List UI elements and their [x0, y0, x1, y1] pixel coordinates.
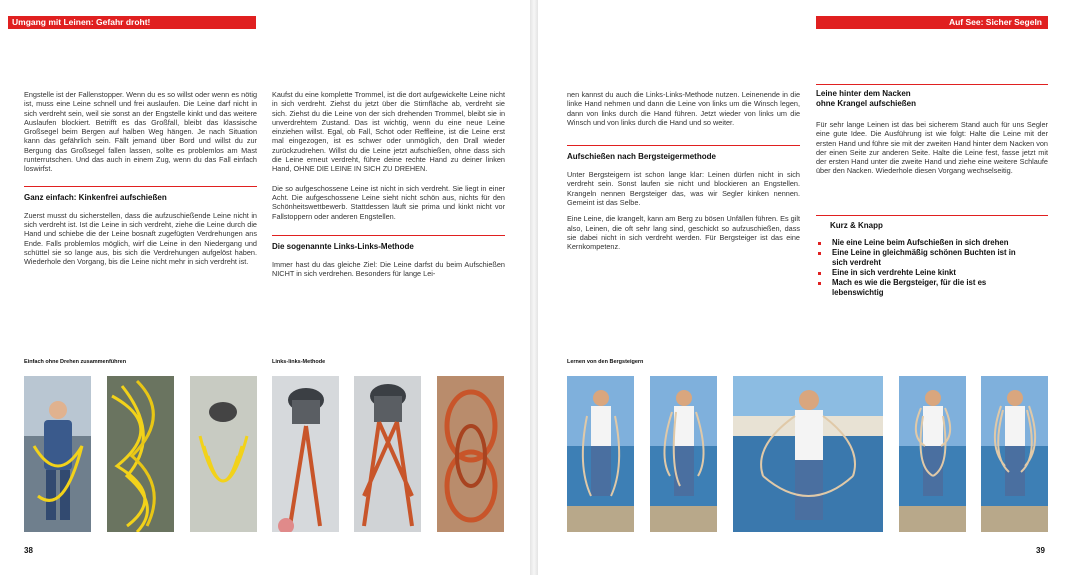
heading-line-2: ohne Krangel aufschießen	[816, 99, 917, 108]
section-divider	[567, 145, 800, 162]
bergsteiger-paragraph-1: Unter Bergsteigern ist schon lange klar: Leinen dürfen nicht in sich verdreht sein. Sonst laufen sie nicht und blockieren an Engstellen. Krangeln nennen Bergsteiger das, was wir Segler kinken nennen. Gemeint ist das Selbe.	[567, 170, 800, 208]
trommel-paragraph: Kaufst du eine komplette Trommel, ist die dort aufgewickelte Leine nicht in sich verdreht. Ziehst du jetzt über die Stirnfläche ab, verdreht sie sich. Ziehst du die Leine von der sich drehenden Trommel, bleibt sie in unverdrehtem Zustand. Das ist wichtig, wenn du eine neue Leine einziehen willst. Egal, ob Fall, Schot oder Reffleine, ist die Leine erst mal eingezogen, ist es schwer oder unmöglich, den Drall wieder zurückzudrehen. Willst du die Leine jetzt aufschießen, ohne dass sich die Leine erneut verdreht, führe deine rechte Hand zu deiner linken Hand, OHNE DIE LEINE IN SICH ZU DREHEN.	[272, 90, 505, 174]
section-heading-links-links: Die sogenannte Links-Links-Methode	[272, 241, 414, 251]
bergsteiger-paragraph-2: Eine Leine, die krangelt, kann am Berg zu bösen Unfällen führen. Es gilt also, Leinen, die oft sehr lang sind, geschickt so aufzuschießen, dass sie dabei nicht in sich verdreht werden. Für Bergsteiger ist das eine Kernkompetenz.	[567, 214, 800, 252]
kurz-knapp-list	[816, 238, 1048, 298]
book-gutter	[530, 0, 538, 575]
right-column-2	[816, 84, 1048, 183]
photo-coiling-step-5	[981, 376, 1048, 532]
kurz-knapp-heading: Kurz & Knapp	[830, 221, 883, 230]
photo-winch-links-1	[272, 376, 339, 532]
photo-coiling-step-2	[650, 376, 717, 532]
kurz-knapp-box	[816, 221, 1048, 298]
photo-coiling-step-1	[567, 376, 634, 532]
photo-caption-links-links: Links-links-Methode	[272, 359, 326, 365]
photo-man-holding-rope	[24, 376, 91, 532]
section-heading-bergsteiger: Aufschießen nach Bergsteigermethode	[567, 152, 716, 162]
links-links-paragraph: Immer hast du das gleiche Ziel: Die Leine darfst du beim Aufschießen NICHT in sich verdrehen. Besonders für lange Lei-	[272, 259, 505, 279]
photo-yellow-rope-winch	[190, 376, 257, 532]
photo-winch-links-2	[354, 376, 421, 532]
photo-caption-einfach: Einfach ohne Drehen zusammenführen	[24, 359, 127, 365]
left-chapter-banner: Umgang mit Leinen: Gefahr droht!	[8, 16, 256, 29]
section-divider	[24, 186, 257, 203]
kurz-knapp-top-rule	[816, 215, 1048, 216]
acht-paragraph: Die so aufgeschossene Leine ist nicht in sich verdreht. Sie liegt in einer Acht. Die aufgeschossene Leine sieht nicht schön aus, nichts für den Schönheitswettbewerb. Stattdessen läuft sie prima und kinkt nicht vor Fallstoppern oder anderen Engstellen.	[272, 183, 505, 221]
right-column-1	[567, 90, 800, 259]
section-divider	[816, 84, 1048, 109]
section-heading-nacken	[816, 89, 1048, 109]
section-heading-kinkenfrei: Ganz einfach: Kinkenfrei aufschießen	[24, 192, 167, 202]
right-chapter-banner: Auf See: Sicher Segeln	[816, 16, 1048, 29]
intro-paragraph: Engstelle ist der Fallenstopper. Wenn du es so willst oder wenn es nötig ist, muss eine Leine schnell und frei auslaufen. Die Leine darf nicht in sich verdreht sein, weil sie sonst an der Engstelle kinkt und das weitere Auslaufen blockiert. Betrifft es das Großfall, bleibt das klassische Großsegel beim Bergen auf halben Weg hängen. Je nach Situation kann das gefährlich sein. Fällt jemand über Bord und willst du zur Bergung das Großsegel fallen lassen, sollte es problemlos am Mast runterrutschen. Und das auch in einem Zug, wenn du das Fall einfach loswirfst.	[24, 90, 257, 174]
left-column-1	[24, 90, 257, 273]
left-column-2	[272, 90, 505, 285]
photo-coiling-step-4	[899, 376, 966, 532]
kurz-knapp-item: Eine Leine in gleichmäßig schönen Buchten ist in sich verdreht	[816, 248, 1022, 268]
heading-line-1: Leine hinter dem Nacken	[816, 89, 911, 98]
kurz-knapp-item: Mach es wie die Bergsteiger, für die ist es lebenswichtig	[816, 278, 1002, 298]
photo-rope-figure-eight	[437, 376, 504, 532]
photo-yellow-rope-coil-1	[107, 376, 174, 532]
photo-caption-bergsteiger: Lernen von den Bergsteigern	[567, 359, 644, 365]
nacken-paragraph: Für sehr lange Leinen ist das bei sicherem Stand auch für uns Segler eine gute Idee. Die Ausführung ist wie folgt: Halte die Leine mit der ersten Hand und führe sie mit der zweiten Hand hinter dem Nacken von der einen Seite zur anderen Seite. Halte die Leine fest, fasse jetzt mit der ersten Hand unter die zweite Hand und ziehe eine weitere Schlaufe über den Nacken. Wiederhole diesen Vorgang wechselseitig.	[816, 120, 1048, 176]
kinkenfrei-paragraph: Zuerst musst du sicherstellen, dass die aufzuschießende Leine nicht in sich verdreht ist. Ist die Leine in sich verdreht, ziehe die Leine durch die Hand und schiebe die der Leine bosnaft zugefügten Verdrehungen ans Ende. Falls problemlos möglich, wirf die Leine in den Niedergang und schüttel sie so lange aus, bis sich die Verdrehungen aufgelöst haben. Wiederhole den Vorgang, bis die Leine nicht mehr in sich verdreht ist.	[24, 210, 257, 267]
section-divider	[272, 235, 505, 252]
links-links-continuation: nen kannst du auch die Links-Links-Methode nutzen. Leinenende in die linke Hand nehmen und dann die Leine von links um die Winsch legen, dann von links durch die Hand führen. Jetzt wieder von links um die Winsch und von links durch die Hand und so weiter.	[567, 90, 800, 127]
page-number-right: 39	[1036, 546, 1045, 555]
photo-coiling-step-3	[733, 376, 883, 532]
page-number-left: 38	[24, 546, 33, 555]
kurz-knapp-item: Eine in sich verdrehte Leine kinkt	[816, 268, 1048, 278]
kurz-knapp-item: Nie eine Leine beim Aufschießen in sich drehen	[816, 238, 1048, 248]
